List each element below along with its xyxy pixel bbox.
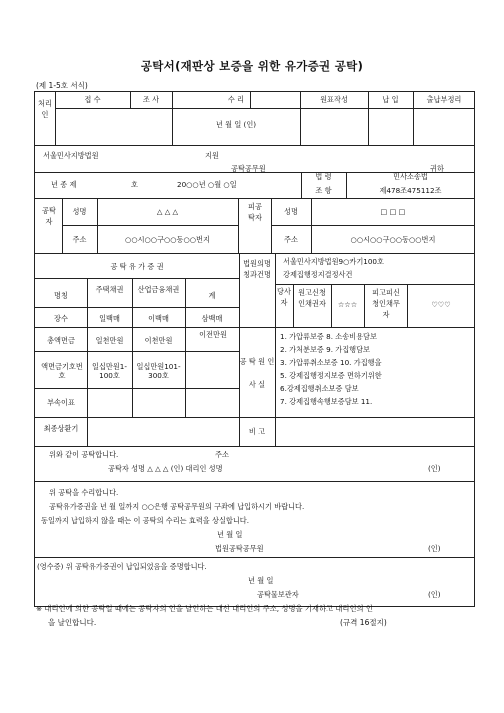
depositor-label: 공탁자 [42,206,56,227]
cause-item-1: 1. 가압류보증 8. 소송비용담보 [280,332,377,341]
court-recipient: 귀하 [430,164,444,173]
depositor-addr-label: 주소 [72,235,87,244]
beneficiary-name: □ □ □ [380,207,406,216]
count-total: 삼백매 [201,314,223,323]
plaintiff-value: ☆☆☆ [337,300,358,309]
face-total: 이전만원 [199,330,227,339]
case-date: 20○○년 ○월 ○일 [177,180,237,189]
serial-housing: 일십만원1-100호 [92,362,127,380]
redemption-label: 최종상환기 [43,424,79,433]
court-officer: 공탁공무원 [231,164,266,173]
law-value-2: 제478조475112조 [379,186,442,195]
court-branch: 지원 [205,151,219,160]
declaration-line-1: 위와 같이 공탁합니다. [49,450,119,459]
step-cashbook: 출납부정리 [426,95,462,104]
footnote-line-2: 을 날인합니다. [48,617,97,627]
footnote-rule: (규격 16절지) [340,617,387,627]
defendant-label: 피고피신청인채무자 [372,288,400,320]
step-review: 조 사 [142,95,160,104]
declaration-seal: (인) [428,464,441,473]
acceptance-date: 년 월 일 [217,530,243,539]
beneficiary-addr-label: 주소 [284,235,298,244]
footnote-line-1: ※ 대리인에 의한 공탁일 때에는 공탁자의 인을 날인하는 대신 대리인의 주소, 성명을 기재하고 대리인의 인 [36,604,373,613]
count-housing: 일백매 [99,314,120,323]
court-case-label: 법원의명칭과건명 [243,259,271,280]
cause-item-6: 7. 강제집행속행보증담보 11. [280,397,373,406]
depositor-address: ○○시○○구○○동○○번지 [125,235,210,244]
face-industrial: 이천만원 [144,336,173,345]
serial-label: 액면금기호번호 [41,362,83,380]
party-label: 당사자 [277,287,291,308]
face-housing: 일천만원 [95,336,124,345]
housing-bond-col: 주택채권 [95,285,124,294]
acceptance-line-3: 동일까지 납입하지 않을 때는 이 공탁의 수리는 효력을 상실합니다. [41,516,250,525]
depositor-name: △ △ △ [156,207,179,216]
acceptance-line-2: 공탁유가증권을 년 월 일까지 ○○은행 공탁공무원의 구좌에 납입하시기 바랍니다. [49,502,305,511]
receipt-officer: 공탁물보관자 [257,590,299,599]
coupon-label: 부속이표 [47,398,75,407]
serial-industrial: 일십만원101-300호 [136,362,181,380]
count-label: 장수 [54,314,68,323]
court-case-value-2: 강제집행정지결정사건 [283,270,353,279]
acceptance-line-1: 위 공탁을 수리합니다. [49,488,119,497]
law-label: 법 령 [315,172,332,181]
court-name: 서울민사지방법원 [43,151,99,160]
case-label: 년 종 제 [51,180,77,189]
cause-item-2: 2. 가처분보증 9. 가집행담보 [280,345,371,354]
deposit-form [34,91,475,607]
page-title: 공탁서(재판상 보증을 위한 유가증권 공탁) [140,59,364,73]
receipt-seal: (인) [428,590,441,599]
beneficiary-label: 피공탁자 [248,202,262,223]
law-value-1: 민사소송법 [393,172,428,181]
cause-item-4: 5. 강제집행정지보증 면하기위한 [280,371,382,380]
defendant-value: ♡♡♡ [431,300,451,309]
industrial-bond-col: 산업금융채권 [137,285,180,294]
plaintiff-label: 원고신청인채권자 [298,288,326,309]
receipt-line-1: (영수증) 위 공탁유가증권이 납입되었음을 증명합니다. [37,562,207,571]
declaration-line-2: 공탁자 성명 △ △ △ (인) 대리인 성명 [108,464,223,473]
form-number: (제 1-5호 서식) [36,81,88,90]
securities-header: 공 탁 유 가 증 권 [110,262,164,271]
name-col-label: 명칭 [54,291,68,300]
cause-item-5: 6.강제집행취소보증 담보 [280,384,359,393]
beneficiary-name-label: 성명 [284,207,298,216]
depositor-name-label: 성명 [72,207,87,216]
remarks-label: 비 고 [248,427,266,436]
face-label: 총액면금 [47,336,75,345]
step-ledger: 원표작성 [320,95,348,104]
court-case-value-1: 서울민사지방법원9○카기100호 [283,257,384,266]
step-receipt: 접 수 [84,95,101,104]
cause-item-3: 3. 가압류취소보증 10. 가집행을 [280,358,382,367]
total-col: 계 [208,291,216,300]
case-suffix: 호 [131,180,138,189]
declaration-address: 주소 [215,450,229,459]
step-accept: 수 리 [227,95,245,104]
acceptance-officer: 법원공탁공무원 [215,544,264,553]
handling-label: 처리인 [38,99,52,120]
footnote [36,602,476,630]
receipt-date: 년 월 일 [248,576,274,585]
count-industrial: 이백매 [148,314,169,323]
cause-label: 공 탁 원 인 사 실 [239,357,275,390]
acceptance-seal: (인) [428,544,441,553]
beneficiary-address: ○○시○○구○○동○○번지 [350,235,436,244]
law-label-2: 조 항 [315,186,332,195]
step-payment: 납 입 [382,95,399,104]
handling-date: 년 월 일 (인) [215,120,257,129]
